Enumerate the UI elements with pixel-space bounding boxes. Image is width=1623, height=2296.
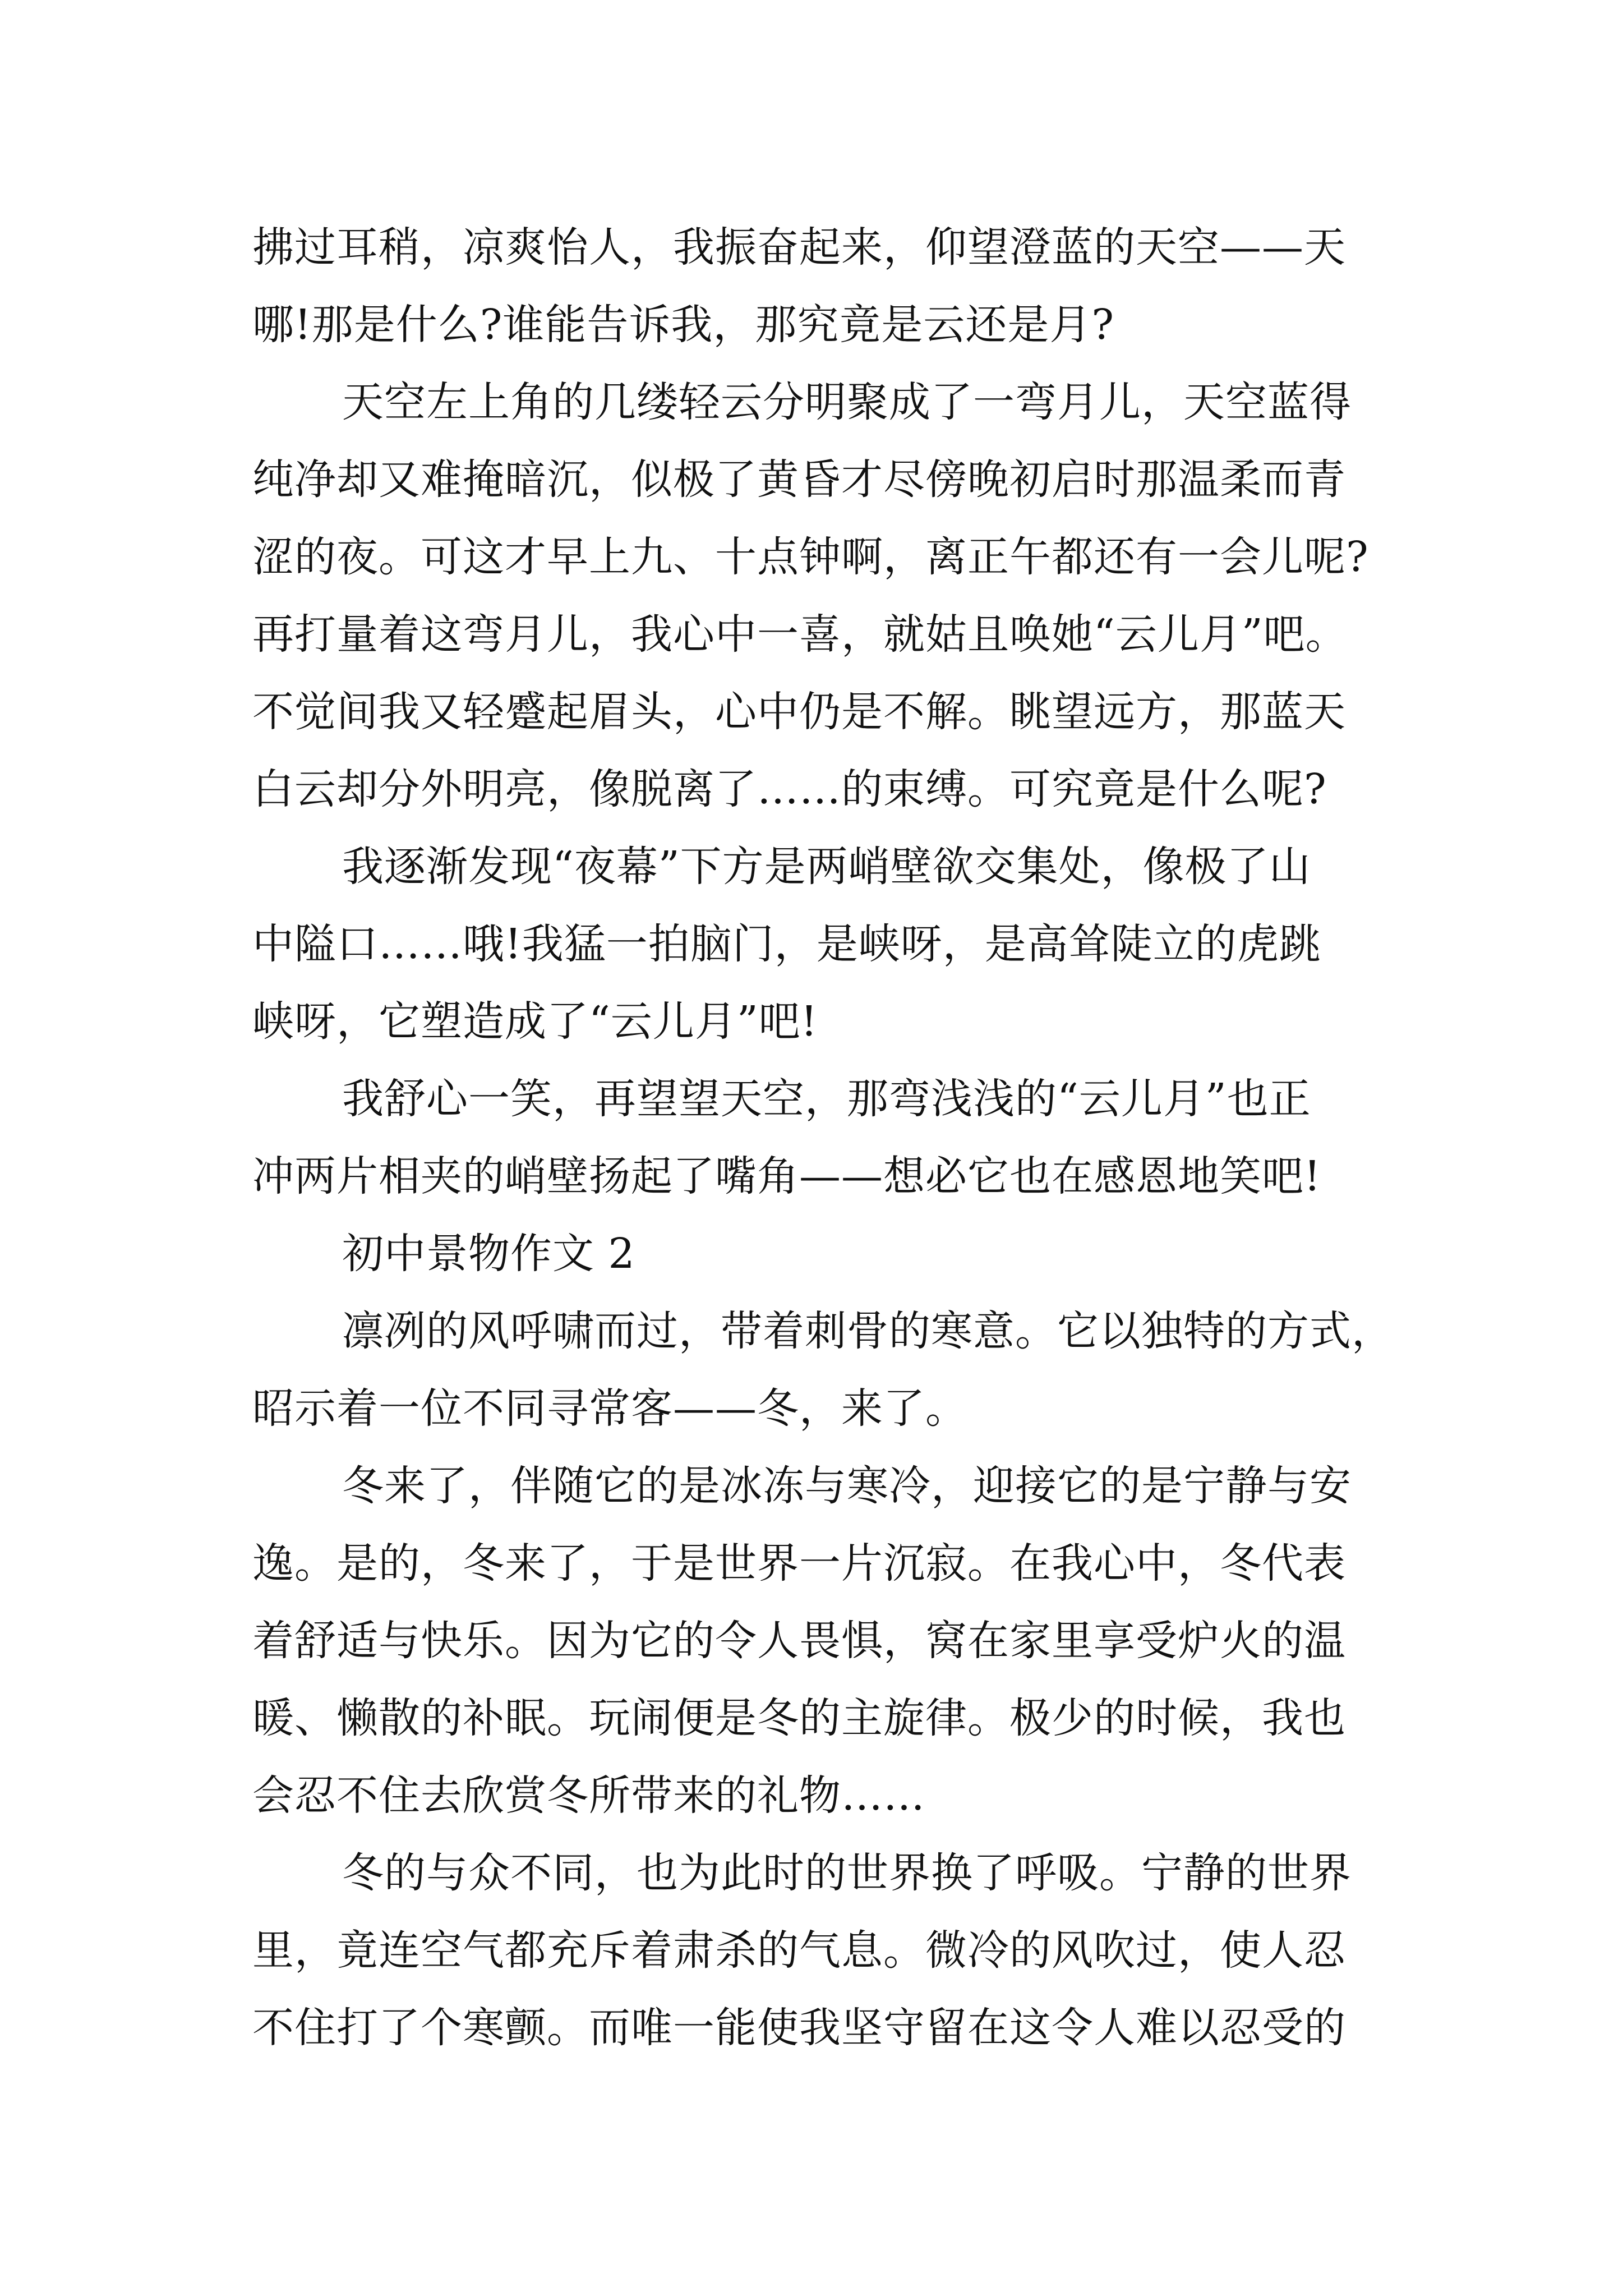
text-line: 不觉间我又轻蹙起眉头，心中仍是不解。眺望远方，那蓝天	[252, 688, 1346, 736]
text-line: 纯净却又难掩暗沉，似极了黄昏才尽傍晚初启时那温柔而青	[252, 455, 1346, 504]
text-line: 暖、懒散的补眠。玩闹便是冬的主旋律。极少的时候，我也	[252, 1694, 1346, 1742]
section-heading: 初中景物作文 2	[342, 1230, 635, 1278]
text-line: 逸。是的，冬来了，于是世界一片沉寂。在我心中，冬代表	[252, 1539, 1346, 1588]
text-line: 涩的夜。可这才早上九、十点钟啊，离正午都还有一会儿呢?	[252, 533, 1369, 581]
paragraph-start-line: 凛冽的风呼啸而过，带着刺骨的寒意。它以独特的方式，	[342, 1307, 1394, 1355]
text-line: 里，竟连空气都充斥着肃杀的气息。微冷的风吹过，使人忍	[252, 1926, 1346, 1975]
text-line: 冲两片相夹的峭壁扬起了嘴角——想必它也在感恩地笑吧!	[252, 1152, 1321, 1200]
text-line: 拂过耳稍，凉爽怡人，我振奋起来，仰望澄蓝的天空——天	[252, 223, 1346, 272]
text-line: 中隘口……哦!我猛一拍脑门，是峡呀，是高耸陡立的虎跳	[252, 920, 1321, 968]
text-line: 昭示着一位不同寻常客——冬，来了。	[252, 1384, 967, 1433]
paragraph-start-line: 我舒心一笑，再望望天空，那弯浅浅的“云儿月”也正	[342, 1075, 1311, 1123]
text-line: 会忍不住去欣赏冬所带来的礼物……	[252, 1772, 925, 1820]
paragraph-start-line: 冬来了，伴随它的是冰冻与寒冷，迎接它的是宁静与安	[342, 1462, 1352, 1510]
paragraph-start-line: 冬的与众不同，也为此时的世界换了呼吸。宁静的世界	[342, 1849, 1352, 1897]
text-line: 白云却分外明亮，像脱离了……的束缚。可究竟是什么呢?	[252, 765, 1327, 813]
text-line: 着舒适与快乐。因为它的令人畏惧，窝在家里享受炉火的温	[252, 1617, 1346, 1665]
text-line: 不住打了个寒颤。而唯一能使我坚守留在这令人难以忍受的	[252, 2004, 1346, 2052]
paragraph-start-line: 我逐渐发现“夜幕”下方是两峭壁欲交集处，像极了山	[342, 843, 1311, 891]
text-line: 峡呀，它塑造成了“云儿月”吧!	[252, 997, 818, 1046]
paragraph-start-line: 天空左上角的几缕轻云分明聚成了一弯月儿，天空蓝得	[342, 378, 1352, 426]
text-line: 哪!那是什么?谁能告诉我，那究竟是云还是月?	[252, 301, 1115, 349]
body-text	[252, 209, 1396, 2067]
text-line: 再打量着这弯月儿，我心中一喜，就姑且唤她“云儿月”吧。	[252, 610, 1348, 659]
